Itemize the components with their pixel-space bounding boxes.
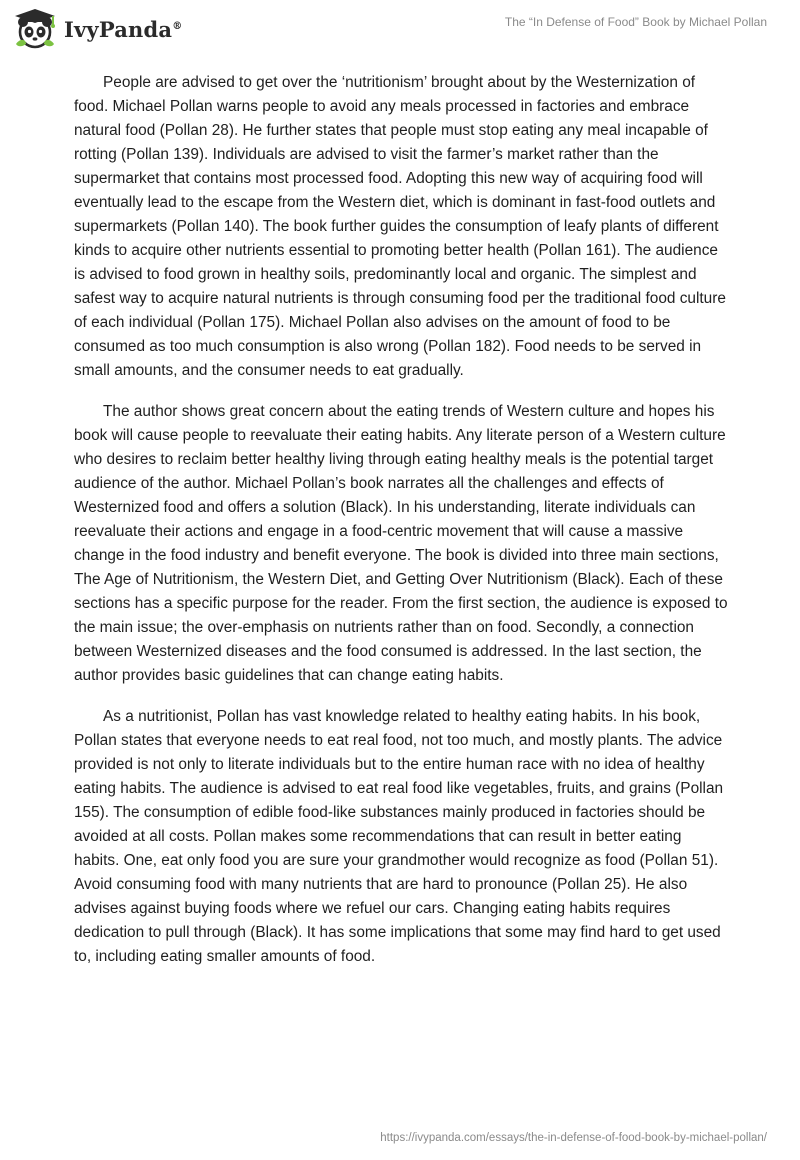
essay-body xyxy=(74,71,730,986)
graduation-cap-panda-icon xyxy=(12,8,58,50)
paragraph-2: The author shows great concern about the eating trends of Western culture and hopes his book will cause people to reevaluate their eating habits. Any literate person of a Western culture who desires to reclaim better healthy living through eating healthy meals is the potential target audience of the author. Michael Pollan’s book narrates all the challenges and effects of Westernized food and offers a solution (Black). In his understanding, literate individuals can reevaluate their actions and engage in a food-centric movement that will cause a massive change in the food industry and benefit everyone. The book is divided into three main sections, The Age of Nutritionism, the Western Diet, and Getting Over Nutritionism (Black). Each of these sections has a specific purpose for the reader. From the first section, the audience is exposed to the main issue; the over-emphasis on nutrients rather than on food. Secondly, a connection between Westernized diseases and the food consumed is addressed. In the last section, the author provides basic guidelines that can change eating habits. xyxy=(74,403,728,684)
registered-mark: ® xyxy=(172,20,183,32)
ivypanda-logo[interactable] xyxy=(12,8,182,50)
logo-wordmark: IvyPanda® xyxy=(64,16,183,42)
paragraph-1: People are advised to get over the ‘nutritionism’ brought about by the Westernization of food. Michael Pollan warns people to avoid any meals processed in factories and embrace natural food (Pollan 28). He further states that people must stop eating any meal incapable of rotting (Pollan 139). Individuals are advised to visit the farmer’s market rather than the supermarket that contains most processed food. Adopting this new way of acquiring food will eventually lead to the escape from the Western diet, which is dominant in fast-food outlets and supermarkets (Pollan 140). The book further guides the consumption of leafy plants of different kinds to acquire other nutrients essential to promoting better health (Pollan 161). The audience is advised to food grown in healthy soils, predominantly local and organic. The simplest and safest way to acquire natural nutrients is through consuming food per the traditional food culture of each individual (Pollan 175). Michael Pollan also advises on the amount of food to be consumed as too much consumption is also wrong (Pollan 182). Food needs to be served in small amounts, and the consumer needs to eat gradually. xyxy=(74,74,726,379)
page-header xyxy=(0,0,800,60)
footer-source-url[interactable]: https://ivypanda.com/essays/the-in-defense-of-food-book-by-michael-pollan/ xyxy=(380,1132,767,1144)
document-header-title: The “In Defense of Food” Book by Michael Pollan xyxy=(504,15,767,29)
paragraph-3: As a nutritionist, Pollan has vast knowledge related to healthy eating habits. In his book, Pollan states that everyone needs to eat real food, not too much, and mostly plants. The advice provided is not only to literate individuals but to the entire human race with no idea of healthy eating habits. The audience is advised to eat real food like vegetables, fruits, and grains (Pollan 155). The consumption of edible food-like substances mainly produced in factories should be avoided at all costs. Pollan makes some recommendations that can result in better eating habits. One, eat only food you are sure your grandmother would recognize as food (Pollan 51). Avoid consuming food with many nutrients that are hard to pronounce (Pollan 25). He also advises against buying foods where we refuel our cars. Changing eating habits requires dedication to pull through (Black). It has some implications that some may find hard to get used to, including eating smaller amounts of food. xyxy=(74,708,724,965)
